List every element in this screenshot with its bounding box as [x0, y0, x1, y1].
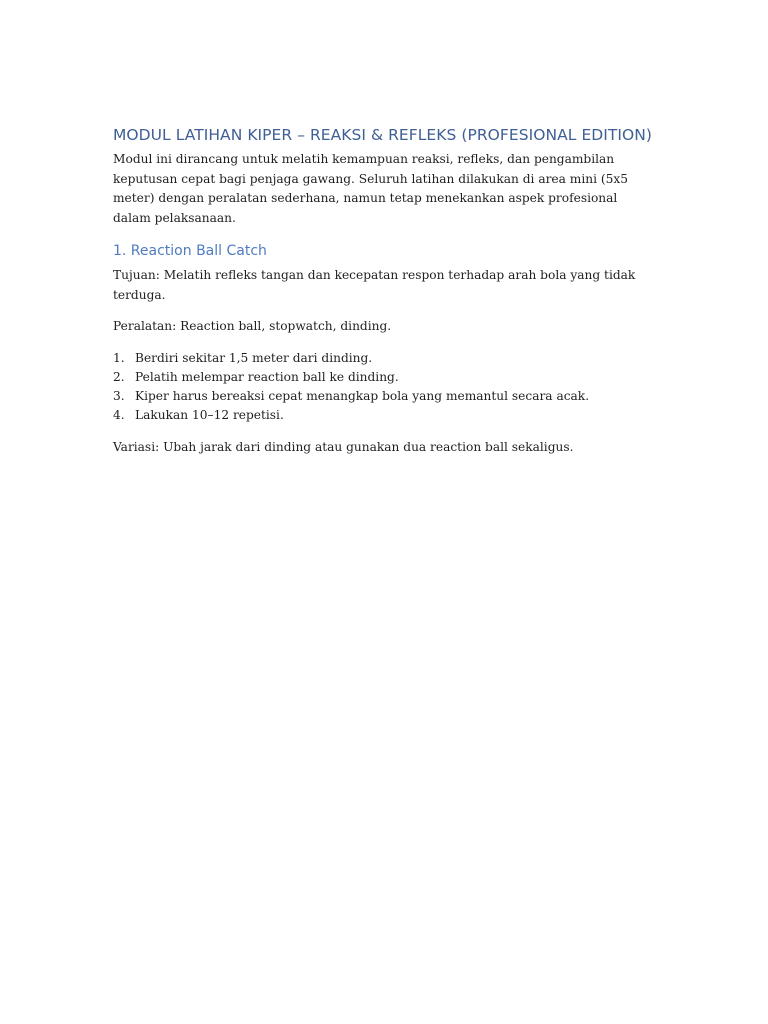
list-item-text: Kiper harus bereaksi cepat menangkap bola yang memantul secara acak.: [135, 389, 590, 404]
list-number: 2.: [113, 369, 125, 384]
document-content: [113, 124, 658, 457]
list-item: [113, 387, 658, 406]
list-item-text: Berdiri sekitar 1,5 meter dari dinding.: [135, 350, 373, 365]
list-number: 1.: [113, 350, 125, 365]
purpose-paragraph: Tujuan: Melatih refleks tangan dan kecepatan respon terhadap arah bola yang tidak terduga.: [113, 268, 636, 302]
section-heading: 1. Reaction Ball Catch: [113, 243, 267, 259]
list-item: [113, 368, 658, 387]
document-title: MODUL LATIHAN KIPER – REAKSI & REFLEKS (PROFESIONAL EDITION): [113, 126, 653, 144]
steps-list: [113, 349, 658, 426]
list-item-text: Lakukan 10–12 repetisi.: [135, 408, 284, 423]
intro-paragraph: Modul ini dirancang untuk melatih kemampuan reaksi, refleks, dan pengambilan keputusan cepat bagi penjaga gawang. Seluruh latihan dilakukan di area mini (5x5 meter) dengan peralatan sederhana, namun tetap menekankan aspek profesional dalam pelaksanaan.: [113, 152, 628, 225]
list-number: 3.: [113, 389, 125, 404]
equipment-paragraph: Peralatan: Reaction ball, stopwatch, dinding.: [113, 319, 392, 333]
list-item-text: Pelatih melempar reaction ball ke dinding.: [135, 369, 399, 384]
variation-paragraph: Variasi: Ubah jarak dari dinding atau gunakan dua reaction ball sekaligus.: [113, 439, 574, 454]
list-item: [113, 406, 658, 425]
list-number: 4.: [113, 408, 125, 423]
section-reaction-ball-catch: [113, 241, 658, 457]
list-item: [113, 349, 658, 368]
